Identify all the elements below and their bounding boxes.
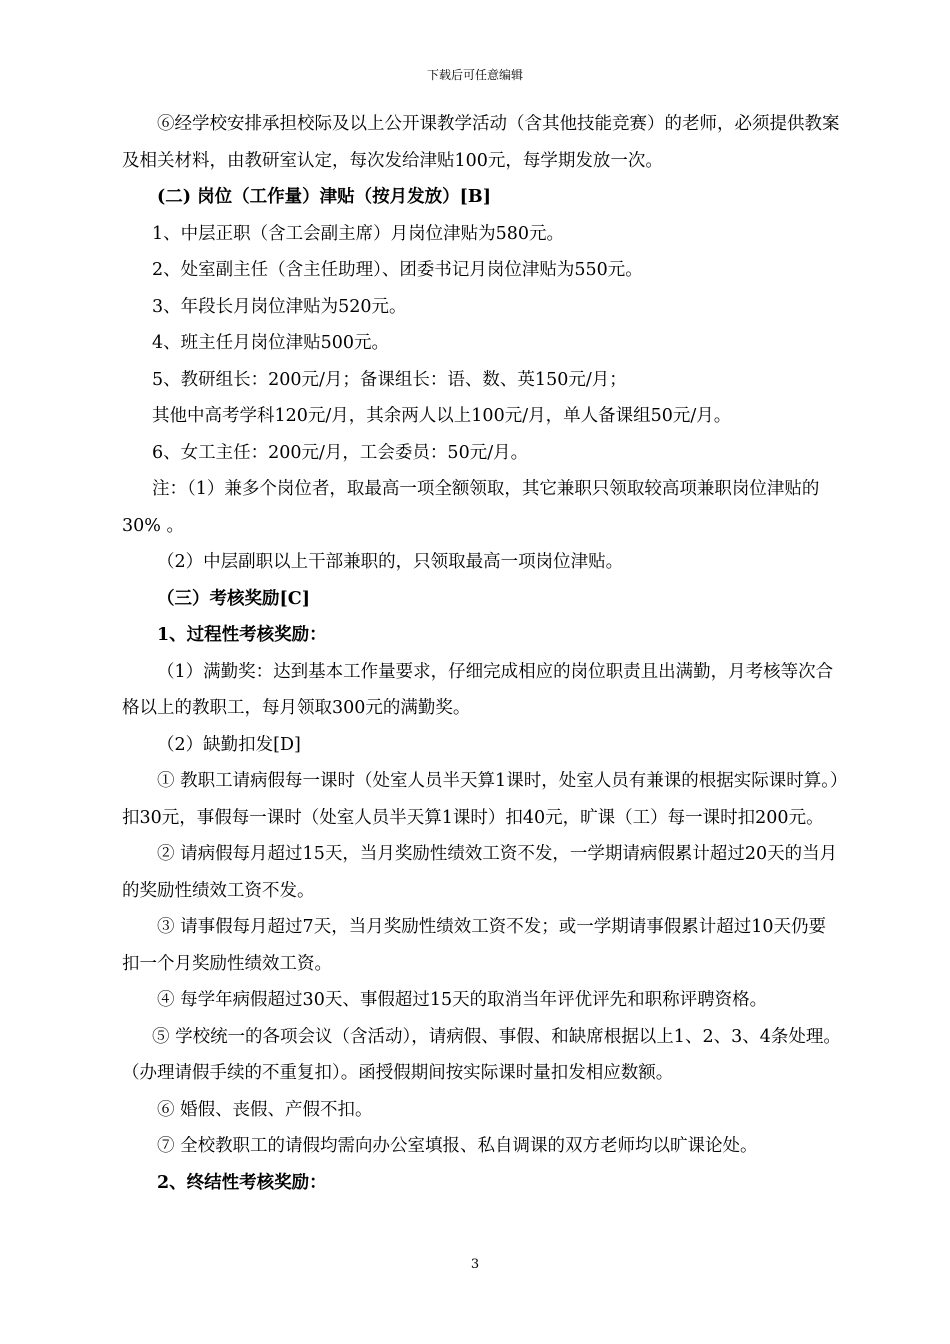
page-header: 下载后可任意编辑	[426, 68, 523, 82]
page-number: 3	[470, 1257, 480, 1272]
paragraph: 1、中层正职（含工会副主席）月岗位津贴为580元。	[152, 223, 565, 244]
paragraph: 其他中高考学科120元/月，其余两人以上100元/月，单人备课组50元/月。	[152, 406, 732, 426]
paragraph: 6、女工主任：200元/月，工会委员：50元/月。	[152, 442, 529, 463]
note-paragraph: 注：（1）兼多个岗位者，取最高一项全额领取，其它兼职只领取较高项兼职岗位津贴的30% 。	[122, 479, 820, 536]
section-heading: (二) 岗位（工作量）津贴（按月发放）[B]	[157, 187, 492, 207]
subsection-heading: 2、终结性考核奖励：	[157, 1172, 327, 1193]
paragraph: ⑦ 全校教职工的请假均需向办公室填报、私自调课的双方老师均以旷课论处。	[157, 1136, 758, 1156]
paragraph: ② 请病假每月超过15天，当月奖励性绩效工资不发，一学期请病假累计超过20天的当月的奖励性绩效工资不发。	[122, 844, 838, 901]
paragraph: ⑤ 学校统一的各项会议（含活动），请病假、事假、和缺席根据以上1、2、3、4条处理。（办理请假手续的不重复扣）。函授假期间按实际课时量扣发相应数额。	[122, 1026, 841, 1083]
document-body	[122, 106, 842, 1201]
paragraph: ⑥经学校安排承担校际及以上公开课教学活动（含其他技能竞赛）的老师，必须提供教案及相关材料，由教研室认定，每次发给津贴100元，每学期发放一次。	[122, 114, 840, 171]
paragraph: ① 教职工请病假每一课时（处室人员半天算1课时，处室人员有兼课的根据实际课时算。）扣30元，事假每一课时（处室人员半天算1课时）扣40元，旷课（工）每一课时扣200元。	[122, 771, 839, 828]
paragraph: （1）满勤奖：达到基本工作量要求，仔细完成相应的岗位职责且出满勤，月考核等次合格以上的教职工，每月领取300元的满勤奖。	[122, 661, 834, 718]
section-heading: （三）考核奖励[C]	[157, 588, 310, 609]
paragraph: ⑥ 婚假、丧假、产假不扣。	[157, 1099, 373, 1120]
paragraph: ③ 请事假每月超过7天，当月奖励性绩效工资不发；或一学期请事假累计超过10天仍要扣一个月奖励性绩效工资。	[122, 917, 826, 974]
paragraph: （2）中层副职以上干部兼职的，只领取最高一项岗位津贴。	[157, 552, 624, 572]
paragraph: （2）缺勤扣发[D]	[157, 734, 301, 755]
paragraph: 4、班主任月岗位津贴500元。	[152, 333, 390, 353]
paragraph: 5、教研组长：200元/月；备课组长：语、数、英150元/月；	[152, 369, 627, 390]
subsection-heading: 1、过程性考核奖励：	[157, 625, 327, 645]
paragraph: 2、处室副主任（含主任助理）、团委书记月岗位津贴为550元。	[152, 260, 643, 280]
paragraph: ④ 每学年病假超过30天、事假超过15天的取消当年评优评先和职称评聘资格。	[157, 990, 768, 1010]
paragraph: 3、年段长月岗位津贴为520元。	[152, 296, 407, 317]
